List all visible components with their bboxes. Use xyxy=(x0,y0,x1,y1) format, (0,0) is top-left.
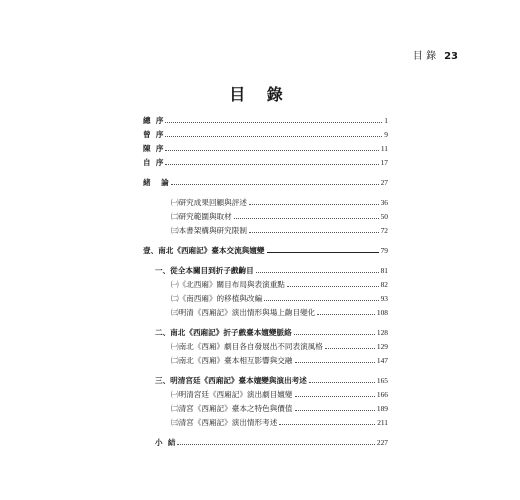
toc-entry xyxy=(171,196,388,208)
toc-entry-title: 二、南北《西廂記》折子戲臺本嬗變脈絡 xyxy=(155,327,292,337)
toc-entry-title: ㈢清宮《西廂記》演出情形考述 xyxy=(171,417,278,427)
toc-entry xyxy=(171,340,388,352)
toc-entry-title: 一、從全本關目到折子戲齣目 xyxy=(155,265,254,275)
toc-entry-page: 108 xyxy=(376,307,388,317)
toc-entry-title: 三、明清宮廷《西廂記》臺本嬗變與演出考述 xyxy=(155,375,307,385)
toc-entry-title: ㈡南北《西廂》臺本相互影響與交融 xyxy=(171,355,293,365)
toc-entry-page: 1 xyxy=(384,115,388,125)
toc-entry xyxy=(171,224,388,236)
toc-entry xyxy=(155,326,388,338)
toc-entry xyxy=(171,402,388,414)
toc-entry-title: ㈠《北西廂》關目布局與表演重點 xyxy=(171,279,285,289)
toc-entry-page: 9 xyxy=(384,129,388,139)
toc-entry-title: 總 序 xyxy=(143,115,164,125)
toc-entry-page: 36 xyxy=(380,197,388,207)
toc-leader xyxy=(309,382,375,383)
toc-entry-page: 166 xyxy=(376,389,388,399)
toc-entry xyxy=(143,156,388,168)
toc-entry-title: ㈢明清《西廂記》演出情形與場上齣目變化 xyxy=(171,307,316,317)
toc-leader xyxy=(325,348,375,349)
toc-leader xyxy=(165,150,378,151)
toc-entry-title: 壹、南北《西廂記》臺本交流與嬗變 xyxy=(143,245,265,255)
toc-leader xyxy=(279,424,375,425)
toc-entry-title: ㈠研究成果回顧與評述 xyxy=(171,197,247,207)
toc-leader xyxy=(165,122,382,123)
toc-entry-title: ㈢本書架構與研究限制 xyxy=(171,225,247,235)
toc-leader xyxy=(295,396,375,397)
toc-leader xyxy=(295,410,375,411)
running-header xyxy=(413,47,458,62)
toc-entry-title: ㈠明清宮廷《西廂記》演出劇目嬗變 xyxy=(171,389,293,399)
toc-entry-page: 17 xyxy=(380,157,388,167)
page-title: 目 錄 xyxy=(229,85,291,104)
toc-entry-title: 陳 序 xyxy=(143,143,164,153)
toc-leader xyxy=(264,300,378,301)
toc-entry-page: 165 xyxy=(376,375,388,385)
toc-entry-page: 211 xyxy=(377,417,388,427)
toc-entry-page: 227 xyxy=(376,437,388,447)
toc-leader xyxy=(249,232,379,233)
toc-entry-title: ㈡清宮《西廂記》臺本之特色與價值 xyxy=(171,403,293,413)
toc-entry xyxy=(171,354,388,366)
toc-leader xyxy=(249,204,379,205)
toc-leader xyxy=(165,164,378,165)
running-header-text: 目 錄 xyxy=(412,51,437,62)
toc-leader xyxy=(295,362,375,363)
toc-entry-title: ㈡研究範圍與取材 xyxy=(171,211,232,221)
toc-entry-page: 79 xyxy=(380,245,388,255)
toc-entry xyxy=(155,264,388,276)
toc-leader xyxy=(287,286,379,287)
toc-entry-page: 11 xyxy=(380,143,388,153)
toc-entry xyxy=(155,436,388,448)
toc-entry xyxy=(143,142,388,154)
toc-entry-page: 189 xyxy=(376,403,388,413)
toc-entry xyxy=(143,176,388,188)
toc-leader xyxy=(177,444,374,445)
toc-leader xyxy=(165,136,382,137)
toc-entry xyxy=(171,210,388,222)
toc-leader xyxy=(234,218,379,219)
toc-entry xyxy=(171,292,388,304)
toc-entry-title: ㈠南北《西廂》劇目各自發展出不同表演風格 xyxy=(171,341,323,351)
toc-entry-page: 27 xyxy=(380,177,388,187)
toc-entry xyxy=(143,244,388,256)
toc-leader xyxy=(171,184,379,185)
toc-entry-title: 緒 論 xyxy=(143,177,169,187)
toc-entry xyxy=(171,388,388,400)
toc-entry xyxy=(171,278,388,290)
toc-entry-page: 128 xyxy=(376,327,388,337)
toc-entry xyxy=(171,416,388,428)
toc-entry-title: 自 序 xyxy=(143,157,164,167)
toc-entry xyxy=(155,374,388,386)
toc-entry-title: 小 結 xyxy=(155,437,176,447)
toc-entry-page: 147 xyxy=(376,355,388,365)
toc-entry-page: 50 xyxy=(380,211,388,221)
toc-entry-page: 81 xyxy=(380,265,388,275)
toc-entry xyxy=(143,114,388,126)
toc-entry-page: 129 xyxy=(376,341,388,351)
toc-entry xyxy=(171,306,388,318)
toc-entry-page: 93 xyxy=(380,293,388,303)
toc-entry xyxy=(143,128,388,140)
toc-leader xyxy=(267,252,379,253)
toc-entry-page: 82 xyxy=(380,279,388,289)
page-number: 23 xyxy=(444,51,458,62)
toc-leader xyxy=(294,334,375,335)
toc-entry-title: 曾 序 xyxy=(143,129,164,139)
toc-entry-page: 72 xyxy=(380,225,388,235)
toc-entry-title: ㈡《南西廂》的移植與改編 xyxy=(171,293,263,303)
toc-leader xyxy=(256,272,379,273)
toc-leader xyxy=(317,314,375,315)
